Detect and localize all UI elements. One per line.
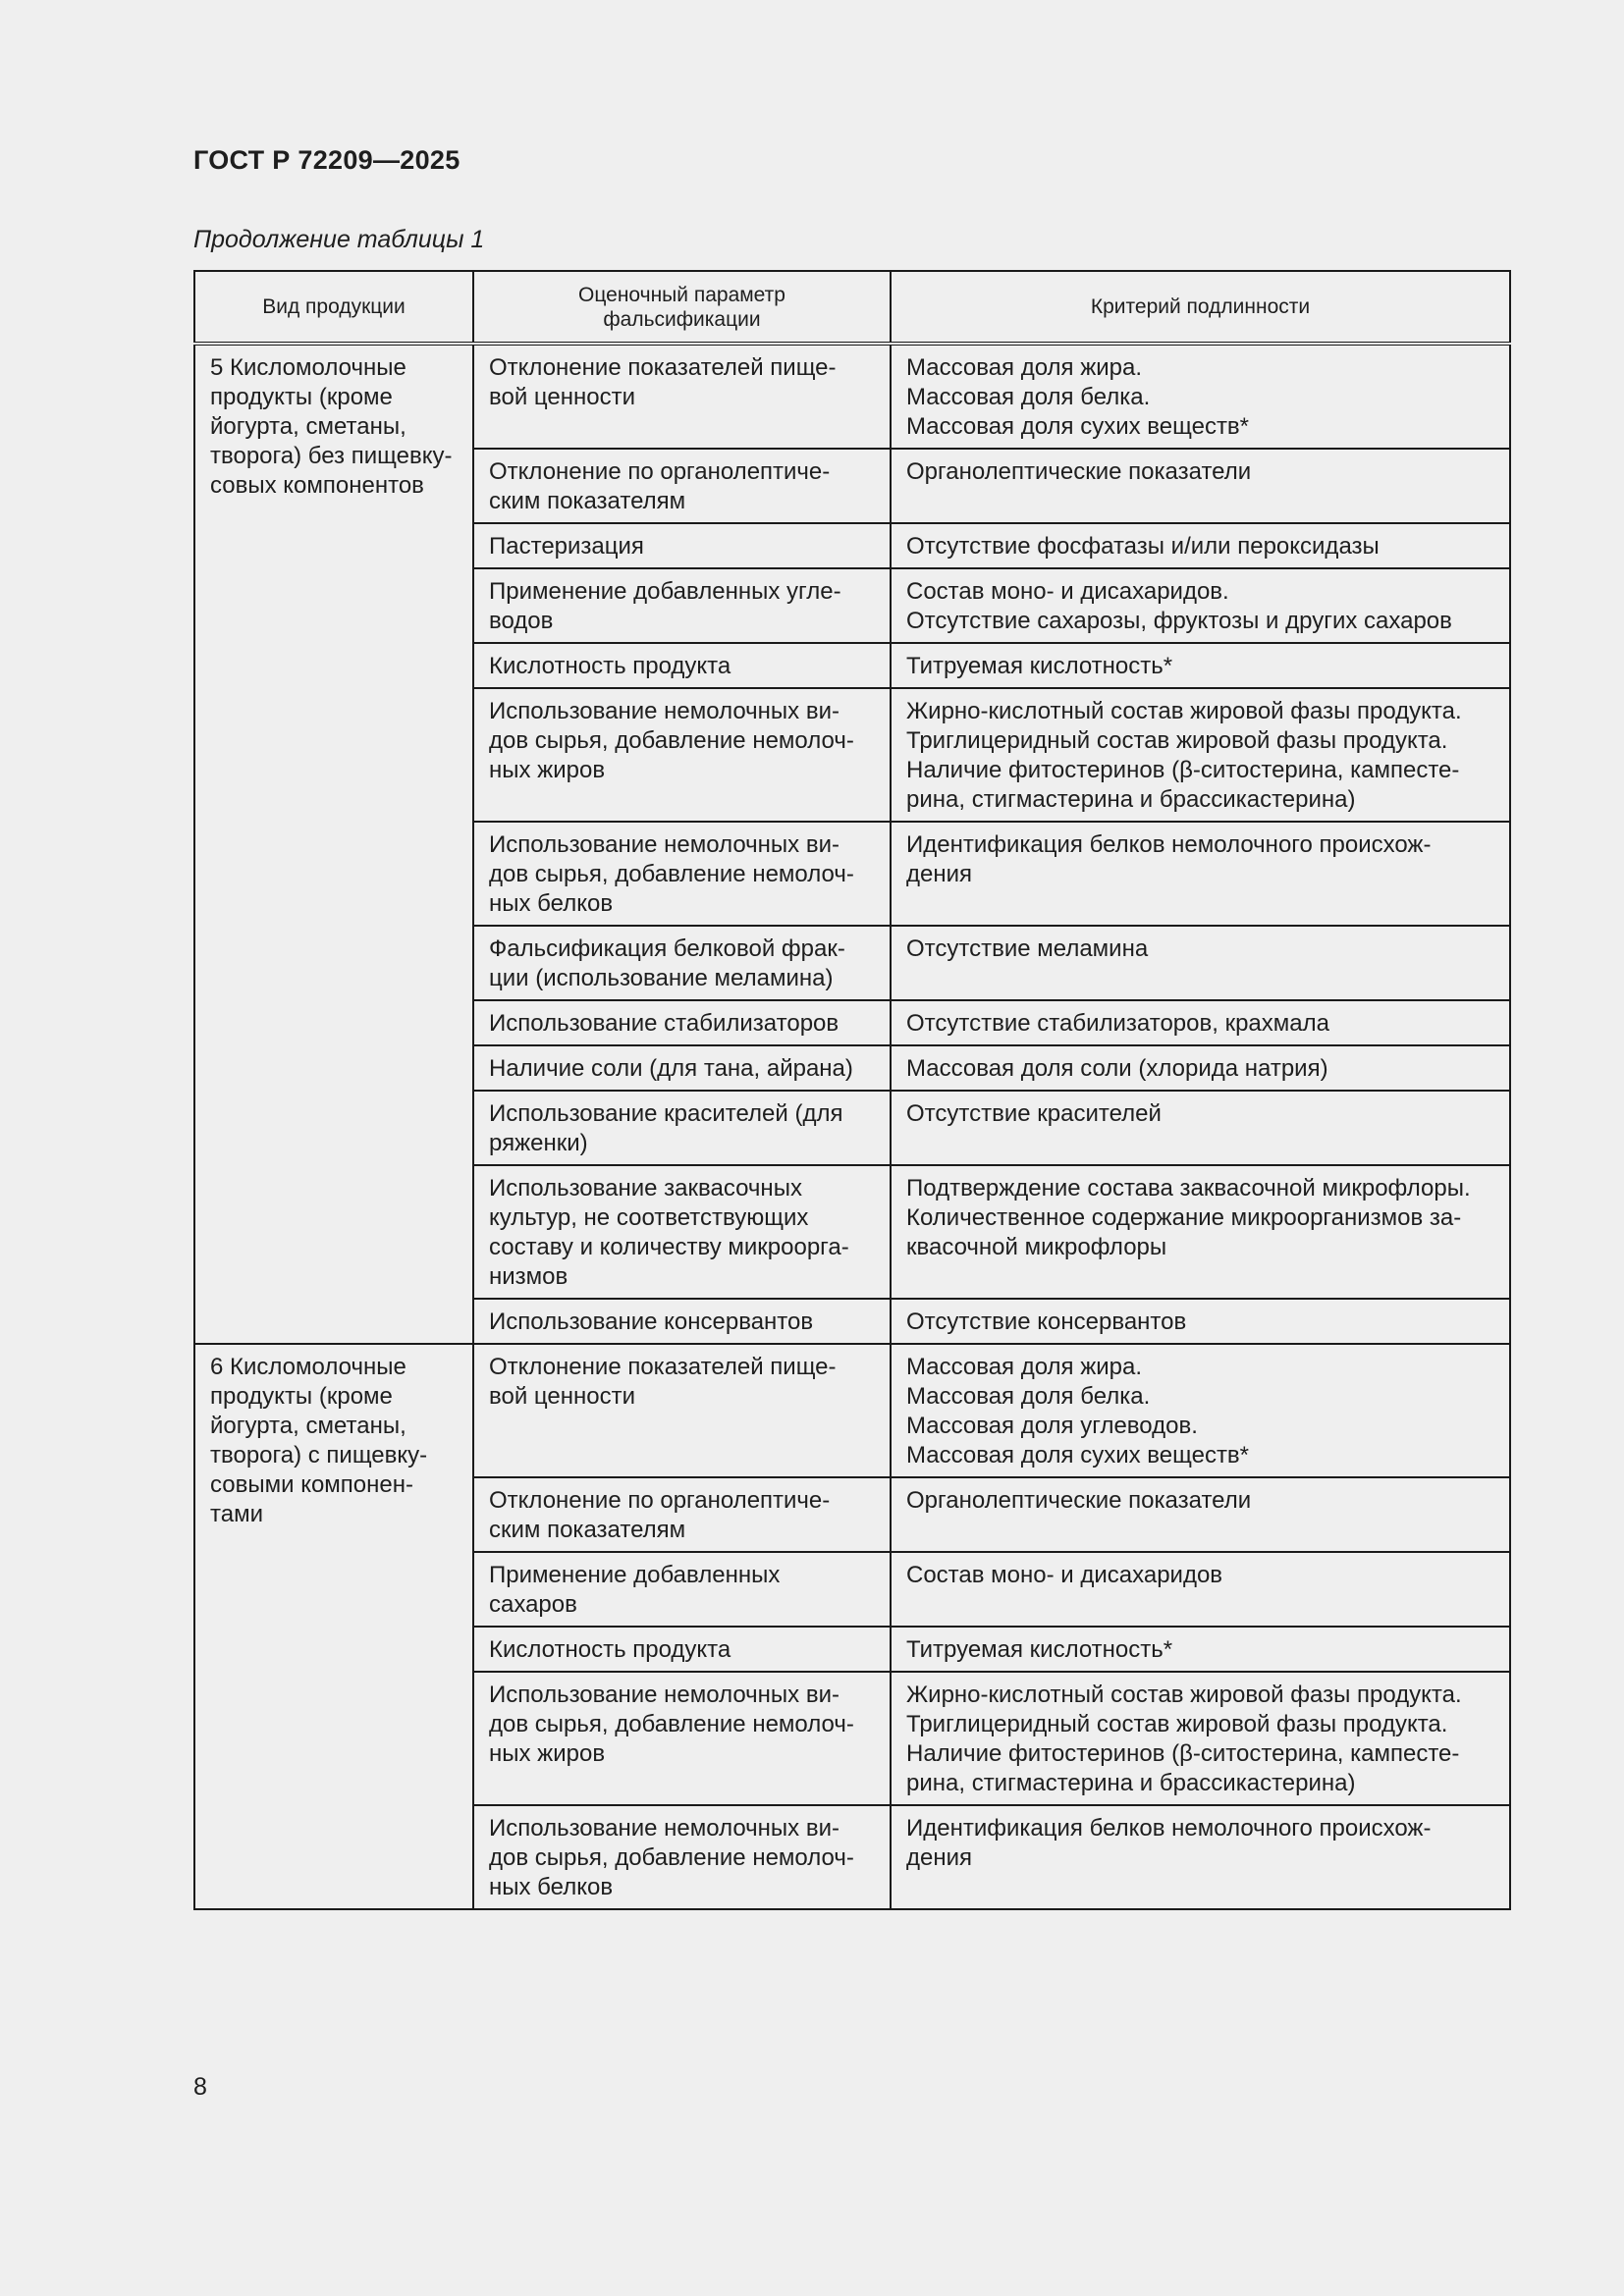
criterion-cell: Жирно-кислотный состав жировой фазы продукта. Триглицеридный состав жировой фазы продукта. Наличие фитостеринов (β-ситостерина, кампесте- рина, стигмастерина и брассикастерина) [891, 1672, 1510, 1805]
parameter-cell: Отклонение по органолептиче- ским показателям [473, 449, 891, 523]
parameter-cell: Пастеризация [473, 523, 891, 568]
criterion-cell: Массовая доля жира. Массовая доля белка. Массовая доля сухих веществ* [891, 344, 1510, 449]
parameter-cell: Наличие соли (для тана, айрана) [473, 1045, 891, 1091]
parameter-cell: Кислотность продукта [473, 1627, 891, 1672]
parameter-cell: Использование немолочных ви- дов сырья, добавление немолоч- ных жиров [473, 688, 891, 822]
criterion-cell: Отсутствие меламина [891, 926, 1510, 1000]
table-body [194, 344, 1510, 1909]
criterion-cell: Отсутствие консервантов [891, 1299, 1510, 1344]
table-caption: Продолжение таблицы 1 [193, 226, 485, 253]
criterion-cell: Массовая доля соли (хлорида натрия) [891, 1045, 1510, 1091]
criterion-cell: Органолептические показатели [891, 449, 1510, 523]
parameter-cell: Отклонение показателей пище- вой ценности [473, 344, 891, 449]
parameter-cell: Использование немолочных ви- дов сырья, добавление немолоч- ных белков [473, 822, 891, 926]
criterion-cell: Идентификация белков немолочного происхож- дения [891, 822, 1510, 926]
column-header-criterion: Критерий подлинности [891, 271, 1510, 344]
criterion-cell: Отсутствие красителей [891, 1091, 1510, 1165]
column-header-product: Вид продукции [194, 271, 473, 344]
parameter-cell: Применение добавленных сахаров [473, 1552, 891, 1627]
table-row [194, 344, 1510, 449]
criterion-cell: Идентификация белков немолочного происхож- дения [891, 1805, 1510, 1909]
criterion-cell: Состав моно- и дисахаридов [891, 1552, 1510, 1627]
document-header: ГОСТ Р 72209—2025 [193, 145, 460, 175]
criterion-cell: Подтверждение состава заквасочной микрофлоры. Количественное содержание микроорганизмов за- квасочной микрофлоры [891, 1165, 1510, 1299]
parameter-cell: Отклонение по органолептиче- ским показателям [473, 1477, 891, 1552]
page-number: 8 [193, 2073, 207, 2101]
criterion-cell: Жирно-кислотный состав жировой фазы продукта. Триглицеридный состав жировой фазы продукта. Наличие фитостеринов (β-ситостерина, кампесте- рина, стигмастерина и брассикастерина) [891, 688, 1510, 822]
criterion-cell: Отсутствие стабилизаторов, крахмала [891, 1000, 1510, 1045]
product-type-cell: 5 Кисломолочные продукты (кроме йогурта, сметаны, творога) без пищевку- совых компонентов [194, 344, 473, 1344]
parameter-cell: Использование заквасочных культур, не соответствующих составу и количеству микроорга- низмов [473, 1165, 891, 1299]
criterion-cell: Титруемая кислотность* [891, 643, 1510, 688]
table-row [194, 1344, 1510, 1477]
falsification-table [193, 270, 1511, 1910]
parameter-cell: Использование стабилизаторов [473, 1000, 891, 1045]
product-type-cell: 6 Кисломолочные продукты (кроме йогурта, сметаны, творога) с пищевку- совыми компонен- тами [194, 1344, 473, 1909]
criterion-cell: Массовая доля жира. Массовая доля белка. Массовая доля углеводов. Массовая доля сухих веществ* [891, 1344, 1510, 1477]
criterion-cell: Органолептические показатели [891, 1477, 1510, 1552]
criterion-cell: Отсутствие фосфатазы и/или пероксидазы [891, 523, 1510, 568]
parameter-cell: Фальсификация белковой фрак- ции (использование меламина) [473, 926, 891, 1000]
parameter-cell: Использование красителей (для ряженки) [473, 1091, 891, 1165]
criterion-cell: Титруемая кислотность* [891, 1627, 1510, 1672]
parameter-cell: Использование консервантов [473, 1299, 891, 1344]
column-header-parameter: Оценочный параметр фальсификации [473, 271, 891, 344]
parameter-cell: Применение добавленных угле- водов [473, 568, 891, 643]
criterion-cell: Состав моно- и дисахаридов. Отсутствие сахарозы, фруктозы и других сахаров [891, 568, 1510, 643]
parameter-cell: Использование немолочных ви- дов сырья, добавление немолоч- ных жиров [473, 1672, 891, 1805]
parameter-cell: Отклонение показателей пище- вой ценности [473, 1344, 891, 1477]
parameter-cell: Кислотность продукта [473, 643, 891, 688]
parameter-cell: Использование немолочных ви- дов сырья, добавление немолоч- ных белков [473, 1805, 891, 1909]
table-header-row [194, 271, 1510, 344]
